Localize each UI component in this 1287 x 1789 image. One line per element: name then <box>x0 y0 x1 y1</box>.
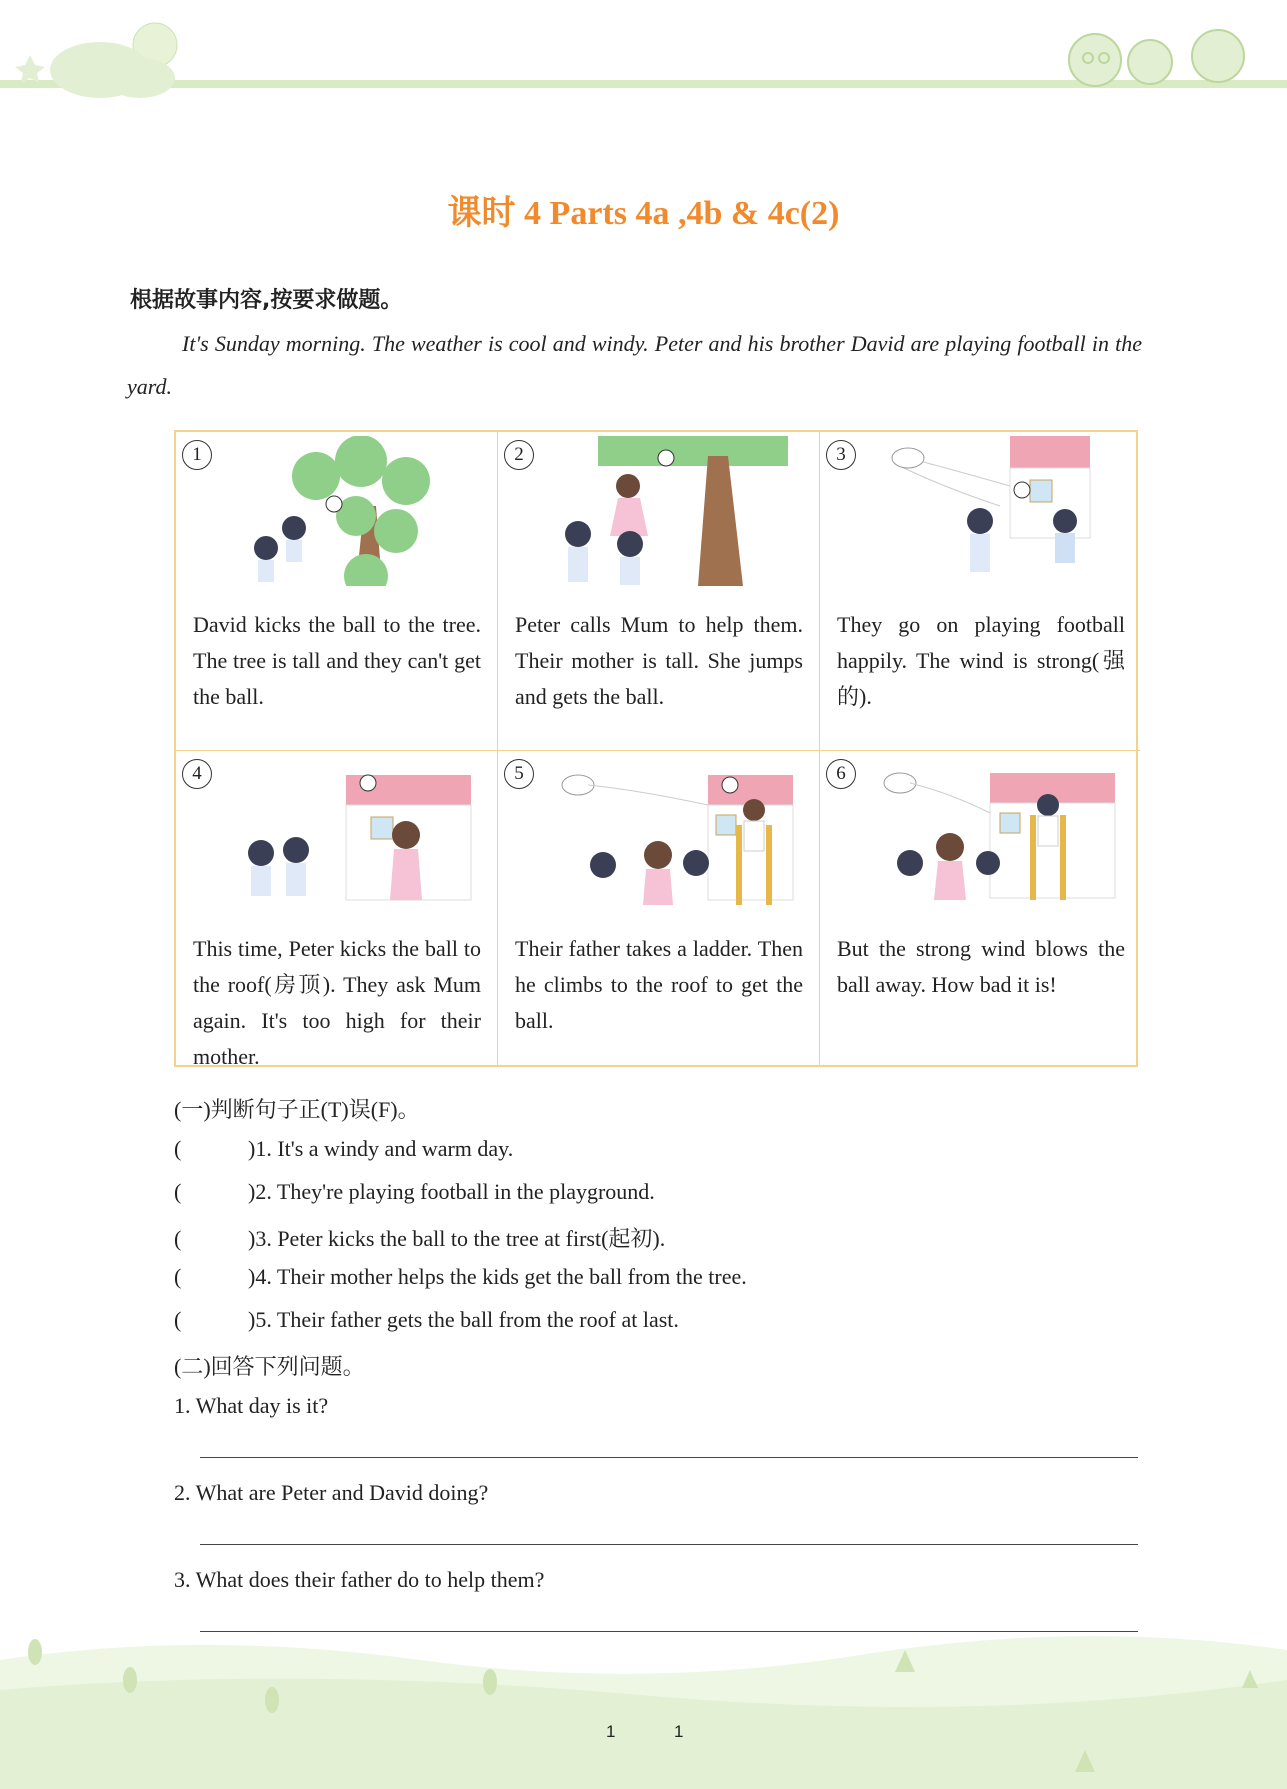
page-number-left: 1 <box>606 1722 616 1741</box>
tf-statement: )2. They're playing football in the playground. <box>248 1179 655 1204</box>
question-2: 2. What are Peter and David doing? <box>174 1480 489 1505</box>
story-panel-5 <box>498 751 820 1067</box>
tf-item-2 <box>174 1179 655 1205</box>
panel-number: 5 <box>504 759 534 789</box>
lesson-title: 课时 4 Parts 4a ,4b & 4c(2) <box>447 195 840 232</box>
panel-number: 1 <box>182 440 212 470</box>
tf-statement: )3. Peter kicks the ball to the tree at first(起初). <box>248 1226 666 1251</box>
panel-caption: Their father takes a ladder. Then he climbs to the roof to get the ball. <box>515 936 803 1033</box>
answer-blank[interactable]: ( <box>174 1307 182 1332</box>
question-1: 1. What day is it? <box>174 1393 329 1418</box>
father-ladder-illustration <box>558 755 798 905</box>
panel-number: 3 <box>826 440 856 470</box>
question-3: 3. What does their father do to help them? <box>174 1567 545 1592</box>
panel-number: 4 <box>182 759 212 789</box>
part1-heading: (一)判断句子正(T)误(F)。 <box>174 1097 420 1122</box>
panel-caption: David kicks the ball to the tree. The tree is tall and they can't get the ball. <box>193 612 481 709</box>
page-number-right: 1 <box>674 1722 684 1741</box>
story-panel-2 <box>498 432 820 751</box>
instruction: 根据故事内容,按要求做题。 <box>130 288 403 313</box>
story-intro: It's Sunday morning. The weather is cool and windy. Peter and his brother David are playing football in the yard. <box>127 331 1142 399</box>
story-panels <box>174 430 1138 1067</box>
panel-caption: Peter calls Mum to help them. Their mother is tall. She jumps and gets the ball. <box>515 612 803 709</box>
tf-statement: )5. Their father gets the ball from the roof at last. <box>248 1307 679 1332</box>
tf-item-5 <box>174 1307 679 1333</box>
tf-statement: )1. It's a windy and warm day. <box>248 1136 514 1161</box>
tf-item-4 <box>174 1264 747 1290</box>
tf-item-3 <box>174 1222 665 1253</box>
answer-line-1[interactable] <box>200 1457 1138 1458</box>
ball-on-roof-illustration <box>236 755 476 905</box>
mum-jumps-illustration <box>558 436 798 586</box>
panel-caption: But the strong wind blows the ball away. How bad it is! <box>837 936 1125 997</box>
panel-caption: This time, Peter kicks the ball to the roof(房顶). They ask Mum again. It's too high for their mother. <box>193 936 481 1069</box>
part2-heading: (二)回答下列问题。 <box>174 1354 365 1379</box>
story-panel-6 <box>820 751 1140 1067</box>
animal-faces-icon <box>1069 30 1244 86</box>
story-panel-4 <box>176 751 498 1067</box>
answer-blank[interactable]: ( <box>174 1264 182 1289</box>
answer-line-2[interactable] <box>200 1544 1138 1545</box>
tf-statement: )4. Their mother helps the kids get the ball from the tree. <box>248 1264 747 1289</box>
panel-number: 6 <box>826 759 856 789</box>
answer-blank[interactable]: ( <box>174 1179 182 1204</box>
wind-house-illustration <box>880 436 1120 586</box>
answer-blank[interactable]: ( <box>174 1226 182 1251</box>
panel-number: 2 <box>504 440 534 470</box>
footer-hills-decoration <box>0 1610 1287 1789</box>
answer-blank[interactable]: ( <box>174 1136 182 1161</box>
header-decoration <box>0 0 1287 120</box>
panel-caption: They go on playing football happily. The wind is strong(强的). <box>837 612 1125 709</box>
story-panel-1 <box>176 432 498 751</box>
story-panel-3 <box>820 432 1140 751</box>
tree-kids-illustration <box>236 436 476 586</box>
wind-blows-ball-illustration <box>880 755 1120 905</box>
tf-item-1 <box>174 1136 513 1162</box>
